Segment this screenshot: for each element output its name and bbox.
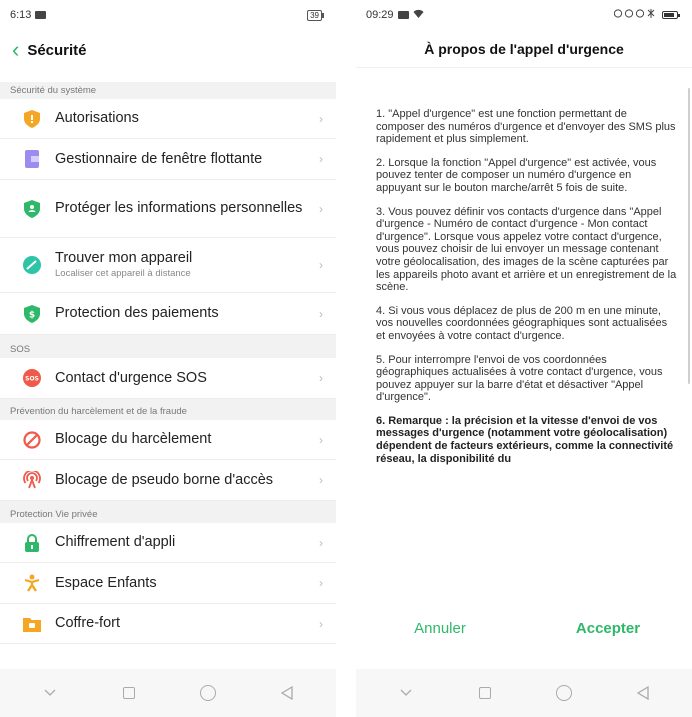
- chevron-right-icon: ›: [319, 111, 323, 126]
- battery-icon: [662, 11, 678, 19]
- paragraph: 2. Lorsque la fonction "Appel d'urgence" est activée, vous pouvez tenter de composer un numéro d'urgence en appuyant sur le bouton marche/arrêt 5 fois de suite.: [376, 156, 657, 194]
- item-label: Protection des paiements: [55, 305, 219, 321]
- settings-list: [0, 82, 336, 644]
- item-label: Trouver mon appareil: [55, 250, 193, 266]
- item-text: [55, 250, 306, 280]
- battery-icon: 39: [307, 10, 322, 21]
- settings-item-safe-box[interactable]: [0, 604, 336, 644]
- hotspot-icon: [23, 471, 41, 489]
- section-header-system-security: Sécurité du système: [0, 82, 336, 99]
- item-label: Autorisations: [55, 110, 139, 126]
- item-label: Espace Enfants: [55, 574, 157, 591]
- item-label: Blocage de pseudo borne d'accès: [55, 471, 274, 488]
- back-button[interactable]: [267, 678, 307, 708]
- lock-icon: [23, 534, 41, 552]
- item-label: Contact d'urgence SOS: [55, 369, 207, 386]
- cancel-button[interactable]: Annuler: [356, 610, 524, 646]
- scrollbar[interactable]: [688, 88, 690, 384]
- safe-box-icon: [23, 615, 41, 633]
- paragraph-remark: 6. Remarque : la précision et la vitesse d'envoi de vos messages d'urgence (notamment votre géolocalisation) dépendent de facteurs extérieurs, comme la connectivité réseau, la disponibilité du: [376, 414, 674, 465]
- header: [0, 30, 336, 70]
- wifi-icon: [413, 9, 424, 21]
- chevron-right-icon: ›: [319, 576, 323, 590]
- sos-icon: [23, 369, 41, 387]
- chevron-right-icon: ›: [319, 535, 323, 550]
- item-label: Blocage du harcèlement: [55, 431, 212, 447]
- chevron-right-icon: ›: [319, 152, 323, 166]
- locate-device-icon: [23, 256, 41, 274]
- accept-button[interactable]: Accepter: [524, 610, 692, 646]
- status-icons: [614, 9, 658, 21]
- home-button[interactable]: [188, 678, 228, 708]
- section-header-harassment: Prévention du harcèlement et de la fraude: [0, 399, 336, 420]
- shield-icon: [23, 110, 41, 128]
- settings-item-sos-contact[interactable]: [0, 358, 336, 399]
- floating-window-icon: [23, 150, 41, 168]
- emergency-call-dialog-screen: [356, 0, 692, 717]
- status-time: 6:13: [10, 9, 32, 21]
- item-sublabel: Localiser cet appareil à distance: [55, 268, 191, 279]
- status-bar: [356, 0, 692, 30]
- chevron-right-icon: ›: [319, 201, 323, 216]
- paragraph: 3. Vous pouvez définir vos contacts d'urgence dans "Appel d'urgence - Numéro de contact d'urgence - Mon contact d'urgence". Lorsque vous appelez votre contact d'urgence, vous pouvez choisir de lui envoyer un message contenant votre géolocalisation, des images de la scène capturées par les appareils photo avant et arrière et un enregistrement de la scène.: [376, 205, 677, 294]
- security-settings-screen: [0, 0, 336, 717]
- item-label: Chiffrement d'appli: [55, 534, 176, 550]
- settings-item-fake-hotspot-block[interactable]: [0, 460, 336, 501]
- item-label: Gestionnaire de fenêtre flottante: [55, 150, 263, 167]
- item-label: Coffre-fort: [55, 615, 121, 631]
- paragraph: 5. Pour interrompre l'envoi de vos coordonnées géographiques actualisées à votre contact d'urgence, vous pouvez appuyer sur la barre d'état et désactiver "Appel d'urgence".: [376, 353, 663, 404]
- settings-item-find-my-device[interactable]: [0, 238, 336, 293]
- home-button[interactable]: [544, 678, 584, 708]
- settings-item-kids-space[interactable]: [0, 563, 336, 604]
- section-header-sos: SOS: [0, 335, 336, 358]
- settings-item-harassment-block[interactable]: [0, 420, 336, 460]
- dialog-actions: [356, 610, 692, 646]
- notification-image-icon: [398, 11, 409, 19]
- chevron-right-icon: ›: [319, 258, 323, 272]
- back-icon[interactable]: ‹: [12, 37, 20, 62]
- sos-icon-text: SOS: [25, 375, 39, 383]
- settings-item-app-encryption[interactable]: [0, 523, 336, 563]
- child-icon: [23, 574, 41, 592]
- chevron-down-icon[interactable]: [30, 678, 70, 708]
- chevron-right-icon: ›: [319, 371, 323, 385]
- chevron-right-icon: ›: [319, 306, 323, 321]
- dialog-title: À propos de l'appel d'urgence: [356, 30, 692, 68]
- recent-apps-button[interactable]: [109, 678, 149, 708]
- settings-item-autorisations[interactable]: [0, 99, 336, 139]
- chevron-right-icon: ›: [319, 432, 323, 447]
- settings-item-payment-protection[interactable]: [0, 293, 336, 335]
- settings-item-protect-personal-info[interactable]: [0, 180, 336, 238]
- paragraph: 1. "Appel d'urgence" est une fonction permettant de composer des numéros d'urgence et d'envoyer des SMS plus rapidement et plus simplement.: [376, 108, 676, 146]
- emergency-call-terms-text[interactable]: [376, 108, 678, 586]
- paragraph: 4. Si vous vous déplacez de plus de 200 m en une minute, vos nouvelles coordonnées géographiques sont actualisées et envoyées à votre contact d'urgence.: [376, 304, 668, 342]
- chevron-right-icon: ›: [319, 473, 323, 487]
- section-header-privacy: Protection Vie privée: [0, 501, 336, 523]
- notification-image-icon: [35, 11, 46, 19]
- navigation-bar: [356, 669, 692, 717]
- status-time: 09:29: [366, 9, 394, 21]
- navigation-bar: [0, 669, 336, 717]
- block-icon: [23, 431, 41, 449]
- back-button[interactable]: [623, 678, 663, 708]
- page-title: Sécurité: [27, 41, 87, 59]
- chevron-right-icon: ›: [319, 616, 323, 631]
- payment-shield-icon: [23, 305, 41, 323]
- chevron-down-icon[interactable]: [386, 678, 426, 708]
- privacy-shield-icon: [23, 200, 41, 218]
- svg-text:$: $: [28, 310, 36, 320]
- settings-item-floating-window[interactable]: [0, 139, 336, 180]
- recent-apps-button[interactable]: [465, 678, 505, 708]
- item-label: Protéger les informations personnelles: [55, 200, 303, 216]
- status-bar: [0, 0, 336, 30]
